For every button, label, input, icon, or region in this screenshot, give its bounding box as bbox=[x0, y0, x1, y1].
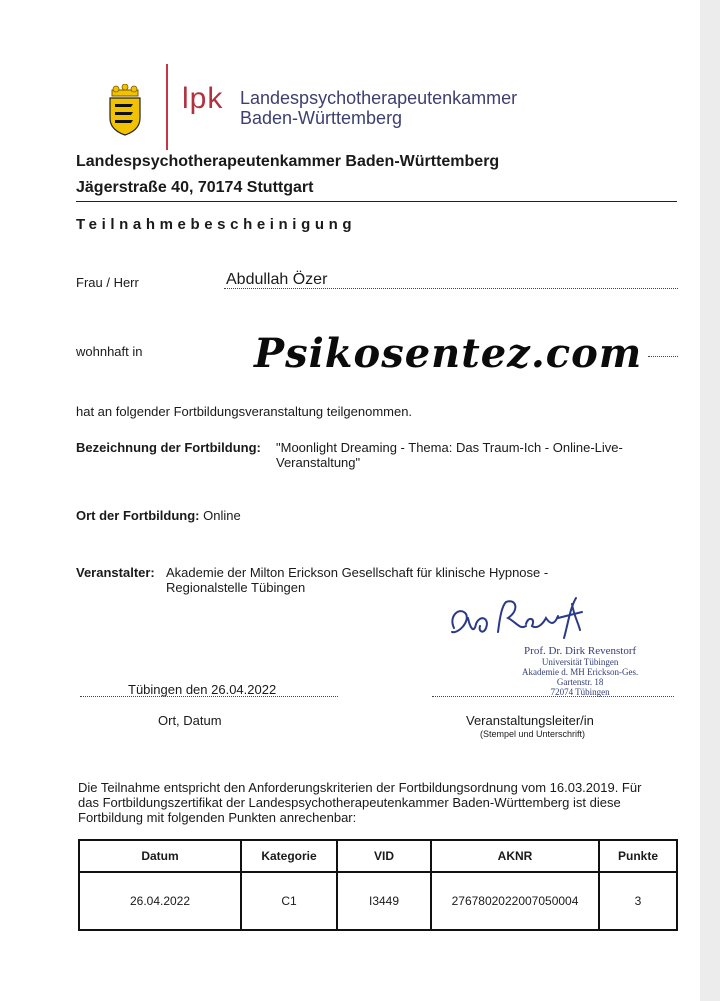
points-table bbox=[78, 839, 678, 931]
logo-line-1: Landespsychotherapeutenkammer bbox=[240, 88, 518, 108]
stamp-line-5: 72074 Tübingen bbox=[550, 687, 610, 697]
location-row bbox=[76, 508, 241, 523]
cell-vid: I3449 bbox=[337, 872, 431, 930]
organizer-value bbox=[166, 565, 548, 595]
credit-note-line-1: Die Teilnahme entspricht den Anforderungskriterien der Fortbildungsordnung vom 16.03.2019. Für bbox=[78, 780, 642, 795]
leader-sublabel: (Stempel und Unterschrift) bbox=[480, 729, 586, 739]
place-date-label: Ort, Datum bbox=[158, 713, 222, 728]
stamp-line-2: Universität Tübingen bbox=[541, 657, 619, 667]
col-punkte: Punkte bbox=[599, 840, 677, 872]
stamp-name: Prof. Dr. Dirk Revenstorf bbox=[524, 645, 637, 657]
logo-wordmark bbox=[240, 88, 517, 128]
residence-line bbox=[648, 356, 678, 357]
organizer-value-line-2: Regionalstelle Tübingen bbox=[166, 580, 306, 595]
leader-label: Veranstaltungsleiter/in bbox=[466, 713, 594, 728]
logo-line-2: Baden-Württemberg bbox=[240, 108, 403, 128]
org-name: Landespsychotherapeutenkammer Baden-Württemberg bbox=[76, 153, 500, 170]
watermark: Psikosentez.com bbox=[254, 330, 643, 377]
col-aknr: AKNR bbox=[431, 840, 599, 872]
header-rule bbox=[76, 201, 677, 202]
credit-note-line-2: das Fortbildungszertifikat der Landespsychotherapeutenkammer Baden-Württemberg ist diese bbox=[78, 795, 621, 810]
name-line bbox=[224, 288, 678, 289]
org-address: Jägerstraße 40, 70174 Stuttgart bbox=[76, 179, 314, 196]
organizer-value-line-1: Akademie der Milton Erickson Gesellschaft für klinische Hypnose - bbox=[166, 565, 549, 580]
participation-text: hat an folgender Fortbildungsveranstaltung teilgenommen. bbox=[76, 404, 413, 419]
location-label: Ort der Fortbildung: bbox=[76, 508, 200, 523]
course-value-line-2: Veranstaltung" bbox=[276, 455, 361, 470]
page-edge-shadow bbox=[700, 0, 720, 1001]
residence-label: wohnhaft in bbox=[76, 344, 143, 359]
organizer-label: Veranstalter: bbox=[76, 565, 155, 580]
person-name: Abdullah Özer bbox=[226, 271, 328, 288]
credit-note bbox=[78, 780, 678, 825]
place-date: Tübingen den 26.04.2022 bbox=[128, 682, 277, 697]
cell-kategorie: C1 bbox=[241, 872, 337, 930]
stamp-line-3: Akademie d. MH Erickson-Ges. bbox=[522, 667, 639, 677]
course-label: Bezeichnung der Fortbildung: bbox=[76, 440, 261, 455]
cell-aknr: 2767802022007050004 bbox=[431, 872, 599, 930]
handwritten-signature bbox=[446, 594, 586, 651]
coat-of-arms-icon bbox=[106, 84, 144, 141]
person-label: Frau / Herr bbox=[76, 275, 139, 290]
table-header-row bbox=[79, 840, 677, 872]
col-kategorie: Kategorie bbox=[241, 840, 337, 872]
stamp bbox=[522, 645, 638, 697]
cell-punkte: 3 bbox=[599, 872, 677, 930]
cell-datum: 26.04.2022 bbox=[79, 872, 241, 930]
credit-note-line-3: Fortbildung mit folgenden Punkten anrechenbar: bbox=[78, 810, 357, 825]
logo-divider bbox=[166, 64, 168, 150]
table-row bbox=[79, 872, 677, 930]
document-title: Teilnahmebescheinigung bbox=[76, 216, 357, 233]
location-value: Online bbox=[203, 508, 241, 523]
logo-mark: lpk bbox=[182, 82, 224, 115]
col-vid: VID bbox=[337, 840, 431, 872]
course-value-line-1: "Moonlight Dreaming - Thema: Das Traum-Ich - Online-Live- bbox=[276, 440, 623, 455]
course-value bbox=[276, 440, 623, 470]
place-date-line bbox=[80, 696, 338, 697]
signature-line bbox=[432, 696, 674, 697]
col-datum: Datum bbox=[79, 840, 241, 872]
stamp-line-4: Gartenstr. 18 bbox=[556, 677, 604, 687]
